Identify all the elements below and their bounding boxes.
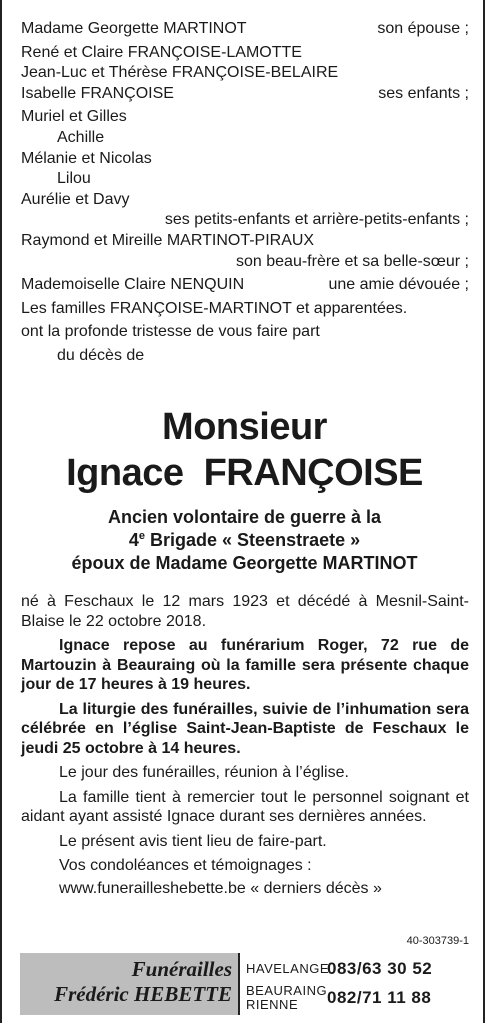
friend-relation: une amie dévouée ; [328,276,469,294]
grandchild-2: Mélanie et Nicolas [21,149,152,167]
meeting-paragraph: Le jour des funérailles, réunion à l’église. [59,764,349,781]
deceased-name: Ignace FRANÇOISE [66,452,423,494]
inlaws-relation: son beau-frère et sa belle-sœur ; [236,252,469,270]
grandchildren-relation: ses petits-enfants et arrière-petits-enfants ; [164,211,469,229]
child-2: Jean-Luc et Thérèse FRANÇOISE-BELAIRE [21,64,339,82]
inlaws-name: Raymond et Mireille MARTINOT-PIRAUX [21,231,315,249]
description-line-2 [2,529,485,552]
deceased-title: Monsieur [162,406,327,448]
intro-line-2: du décès de [57,346,145,364]
funeral-home-name [20,957,232,1007]
children-relation: ses enfants ; [378,84,469,102]
deceased-heading [2,404,485,496]
brigade-ordinal: e [138,530,146,542]
spouse-name: Madame Georgette MARTINOT [21,20,247,37]
phone-block [238,953,473,1015]
location-1-place: HAVELANGE [246,961,330,976]
intro-line-1: ont la profonde tristesse de vous faire part [21,323,320,341]
company-line-1: Funérailles [131,957,232,981]
great-grandchild-2: Lilou [57,170,91,188]
location-row-2 [246,984,431,1012]
website-link[interactable]: www.funerailleshebette.be « derniers décès » [59,879,382,897]
liturgy-paragraph: La liturgie des funérailles, suivie de l’inhumation sera célébrée en l’église Saint-Jean-Baptiste de Feschaux le jeudi 25 octobre à 14 heures. [21,700,469,757]
grandchild-3: Aurélie et Davy [21,190,130,208]
families-line: Les familles FRANÇOISE-MARTINOT et apparentées. [21,299,408,317]
child-3: Isabelle FRANÇOISE [21,84,174,102]
condolences-paragraph: Vos condoléances et témoignages : [59,857,312,874]
friend-row [21,275,469,296]
company-line-2: Frédéric HEBETTE [54,982,232,1006]
notice-paragraph: Le présent avis tient lieu de faire-part. [59,832,327,850]
grandchild-1: Muriel et Gilles [21,108,127,126]
great-grandchild-1: Achille [57,128,105,146]
description-line-3: époux de Madame Georgette MARTINOT [71,553,418,573]
deceased-description [2,506,485,575]
children-row [21,84,469,105]
spouse-relation: son épouse ; [377,20,469,37]
reference-number: 40-303739-1 [406,935,469,947]
friend-name: Mademoiselle Claire NENQUIN [21,276,245,294]
location-1-phone: 083/63 30 52 [327,959,433,978]
funerarium-paragraph: Ignace repose au funérarium Roger, 72 rue de Martouzin à Beauraing où la famille sera présente chaque jour de 17 heures à 19 heures. [21,637,469,693]
brigade-name: Brigade « Steenstraete » [145,530,361,550]
spouse-row [21,19,469,40]
child-1: René et Claire FRANÇOISE-LAMOTTE [21,43,302,61]
family-list [21,19,469,367]
location-2-place: BEAURAING RIENNE [246,983,328,1012]
birth-paragraph: né à Feschaux le 12 mars 1923 et décédé à Mesnil-Saint-Blaise le 22 octobre 2018. [21,593,469,630]
location-row-1 [246,959,432,979]
brigade-number: 4 [128,530,139,550]
funeral-home-banner [20,953,471,1015]
description-line-1: Ancien volontaire de guerre à la [107,507,382,527]
thanks-paragraph: La famille tient à remercier tout le personnel soignant et aidant ayant assisté Ignace durant ses dernières années. [21,788,469,825]
location-2-phone: 082/71 11 88 [327,988,432,1007]
notice-body [21,592,469,903]
